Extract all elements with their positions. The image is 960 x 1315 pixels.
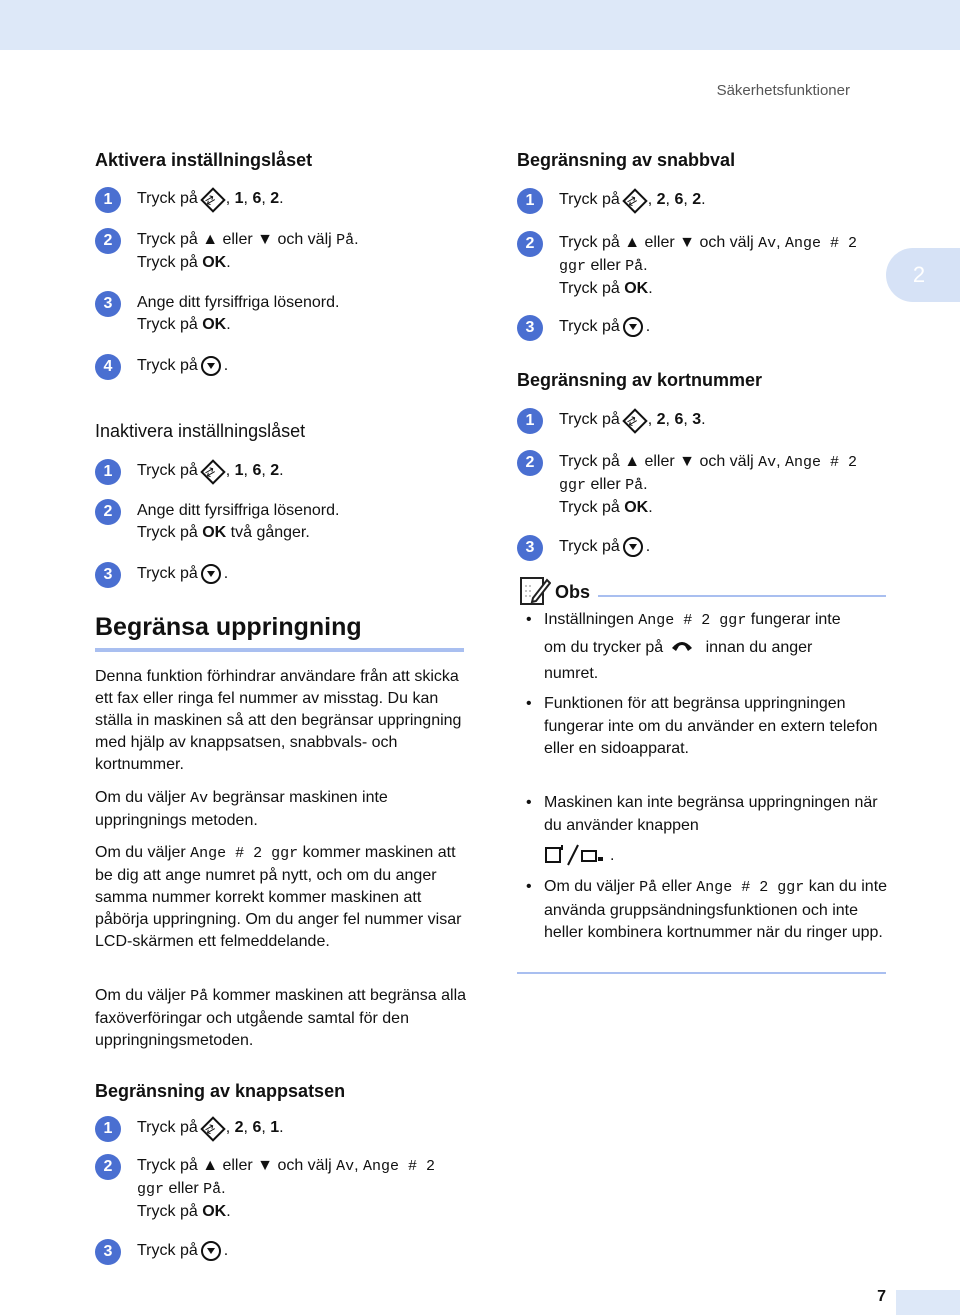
top-band <box>0 0 960 50</box>
section-para-av: Om du väljer Av begränsar maskinen inte uppringnings metoden. <box>95 789 388 829</box>
step-number: 1 <box>95 1116 121 1142</box>
keypad-heading: Begränsning av knappsatsen <box>95 1081 346 1101</box>
menu-diamond-icon <box>201 1117 223 1139</box>
menu-diamond-icon <box>623 189 645 211</box>
step-number: 4 <box>95 354 121 380</box>
step-number: 2 <box>517 450 543 476</box>
menu-diamond-icon <box>623 409 645 431</box>
note-bullet-2: • Funktionen för att begränsa uppringningen fungerar inte om du använder en extern telefon eller en sidoapparat. <box>544 693 894 761</box>
chapter-tab: 2 <box>886 248 960 302</box>
page-tab <box>896 1290 960 1315</box>
step-number: 2 <box>517 231 543 257</box>
step-number: 3 <box>95 562 121 588</box>
step-number: 1 <box>95 187 121 213</box>
short-dial-heading: Begränsning av kortnummer <box>517 370 763 390</box>
step-number: 3 <box>517 535 543 561</box>
section-intro: Denna funktion förhindrar användare från att skicka ett fax eller ringa fel nummer av misstag. Du kan ställa in maskinen så att den begränsar uppringning med hjälp av knappsatsen, snabbvals- och kortnummer. <box>95 668 462 773</box>
step-number: 3 <box>517 315 543 341</box>
note-title: Obs <box>555 582 591 602</box>
section-para-ange: Om du väljer Ange # 2 ggr kommer maskinen att be dig att ange numret på nytt, och om du anger samma nummer korrekt kommer maskinen att påbörja uppringning. Om du anger fel nummer visar LCD-skärmen ett felmeddelande. <box>95 844 462 950</box>
step-number: 3 <box>95 1239 121 1265</box>
stop-exit-icon <box>623 537 643 557</box>
menu-diamond-icon <box>201 188 223 210</box>
step-number: 2 <box>95 499 121 525</box>
hook-handset-icon <box>671 633 693 663</box>
stop-exit-icon <box>201 564 221 584</box>
page-number: 7 <box>877 1288 886 1305</box>
note-pencil-icon <box>519 574 551 606</box>
menu-diamond-icon <box>201 460 223 482</box>
step-number: 1 <box>95 459 121 485</box>
section-para-pa: Om du väljer På kommer maskinen att begränsa alla faxöverföringar och utgående samtal för den uppringningsmetoden. <box>95 987 467 1049</box>
note-bullet-4: • Om du väljer På eller Ange # 2 ggr kan du inte använda gruppsändningsfunktionen och inte heller kombinera kortnummer när du ringer upp. <box>544 876 894 945</box>
section-heading-rule <box>95 648 464 652</box>
stop-exit-icon <box>623 317 643 337</box>
note-bullet-3: • Maskinen kan inte begränsa uppringningen när du använder knappen . <box>544 792 894 875</box>
step-number: 2 <box>95 228 121 254</box>
note-bottom-rule <box>517 972 886 974</box>
running-header: Säkerhetsfunktioner <box>716 82 850 99</box>
deactivate-lock-heading: Inaktivera inställningslåset <box>95 421 306 441</box>
speed-dial-heading: Begränsning av snabbval <box>517 150 736 170</box>
redial-pause-icon <box>544 843 608 875</box>
note-top-rule <box>598 595 886 597</box>
step-number: 1 <box>517 188 543 214</box>
activate-lock-heading: Aktivera inställningslåset <box>95 150 313 170</box>
stop-exit-icon <box>201 1241 221 1261</box>
note-bullet-1: • Inställningen Ange # 2 ggr fungerar inte om du trycker på innan du anger numret. <box>544 609 894 685</box>
step-number: 3 <box>95 291 121 317</box>
step-number: 1 <box>517 408 543 434</box>
section-heading: Begränsa uppringning <box>95 613 362 641</box>
step-number: 2 <box>95 1154 121 1180</box>
stop-exit-icon <box>201 356 221 376</box>
